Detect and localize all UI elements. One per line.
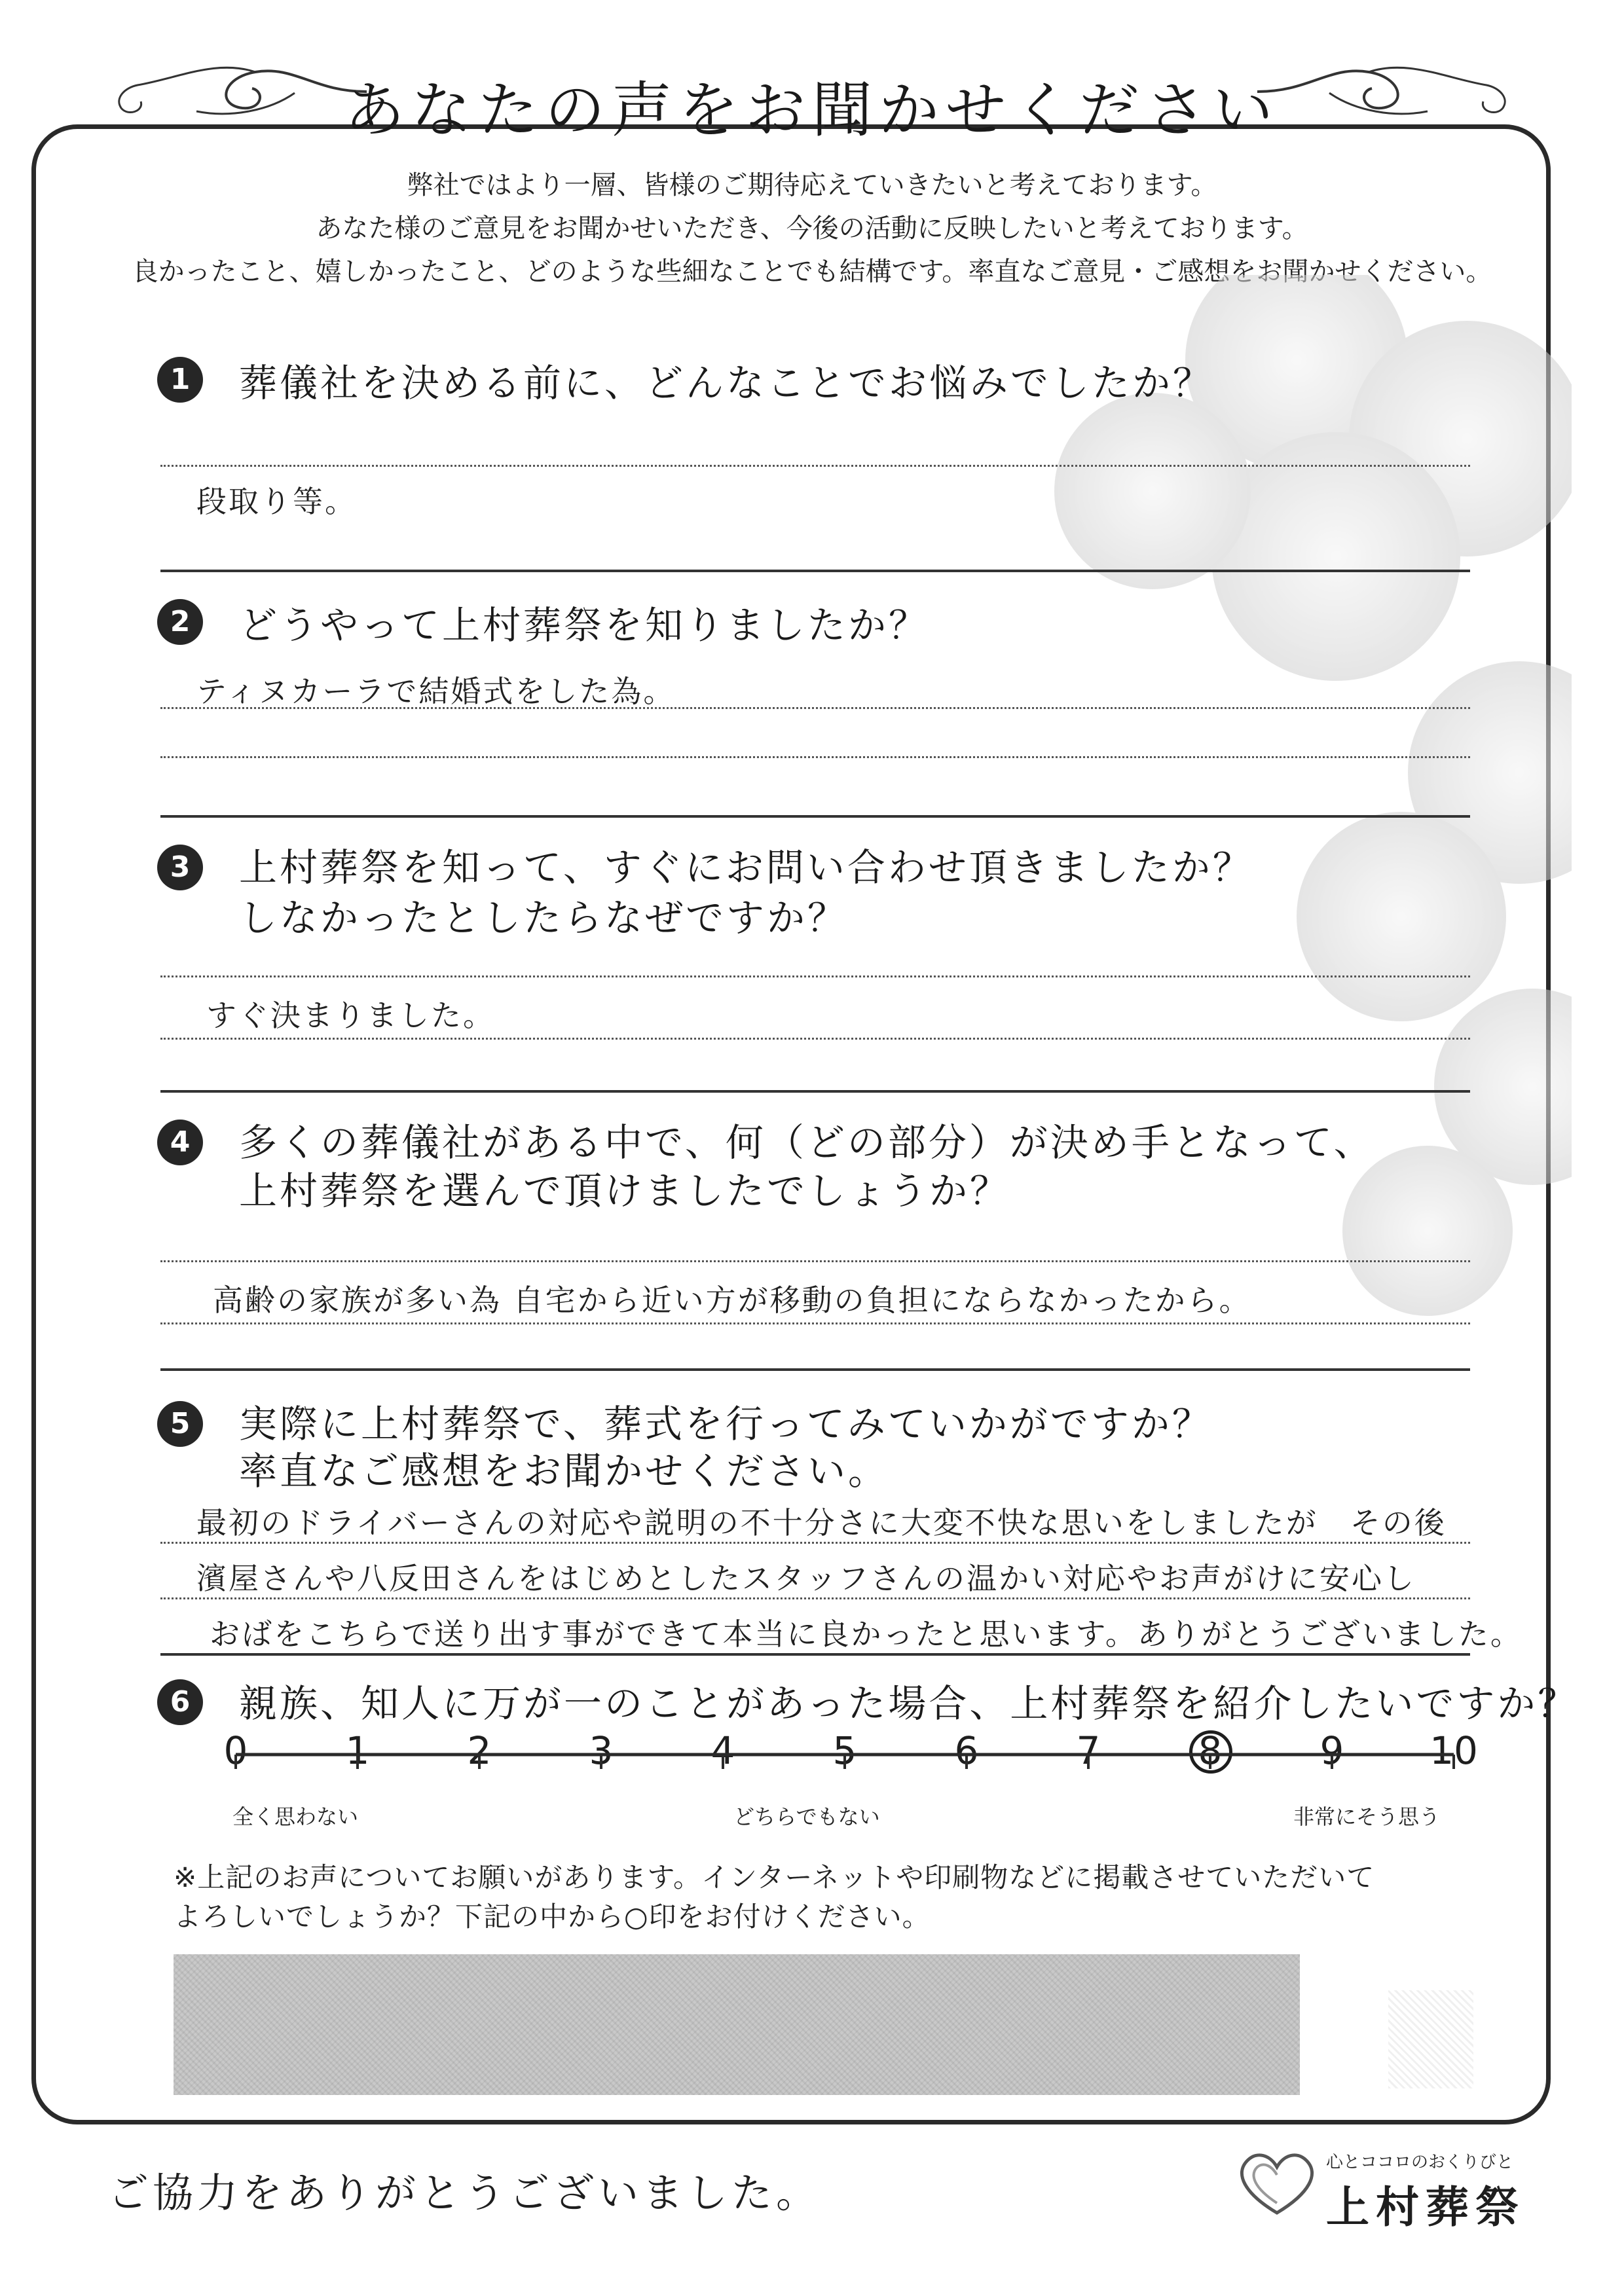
- answer-line: [160, 1597, 1470, 1599]
- answer-line: [160, 707, 1470, 709]
- question-number-3: 3: [157, 845, 203, 890]
- scale-label-right: 非常にそう思う: [1293, 1804, 1441, 1829]
- question-1-text: 葬儀社を決める前に、どんなことでお悩みでしたか？: [239, 361, 1214, 405]
- answer-line: [160, 975, 1470, 977]
- answer-5-text-line-3: おばをこちらで送り出す事ができて本当に良かったと思います。ありがとうございました。: [210, 1616, 1522, 1652]
- scale-tick-5[interactable]: 5: [832, 1728, 857, 1773]
- question-3-text-line-2: しなかったとしたらなぜですか？: [239, 896, 849, 940]
- scale-tick-1[interactable]: 1: [345, 1728, 370, 1773]
- question-5-text-line-2: 率直なご感想をお聞かせください。: [239, 1449, 889, 1493]
- question-number-4: 4: [157, 1120, 203, 1165]
- scale-tick-9[interactable]: 9: [1320, 1728, 1344, 1773]
- answer-line: [160, 1542, 1470, 1544]
- section-divider: [160, 570, 1470, 572]
- brand-tagline: 心とココロのおくりびと: [1326, 2153, 1514, 2172]
- section-divider: [160, 1090, 1470, 1093]
- question-4-text-line-1: 多くの葬儀社がある中で、何（どの部分）が決め手となって、: [239, 1120, 1375, 1165]
- question-4-text-line-2: 上村葬祭を選んで頂けましたでしょうか？: [239, 1169, 1011, 1213]
- scale-tick-7[interactable]: 7: [1076, 1728, 1101, 1773]
- redacted-area-small: [1388, 1990, 1473, 2088]
- answer-3-text: すぐ決まりました。: [206, 998, 495, 1033]
- answer-4-text: 高齢の家族が多い為 自宅から近い方が移動の負担にならなかったから。: [213, 1283, 1251, 1318]
- question-3-text-line-1: 上村葬祭を知って、すぐにお問い合わせ頂きましたか？: [239, 845, 1253, 890]
- question-number-2: 2: [157, 599, 203, 645]
- footer-thanks: ご協力をありがとうございました。: [108, 2169, 821, 2217]
- intro-line-1: 弊社ではより一層、皆様のご期待応えていきたいと考えております。: [407, 170, 1217, 200]
- section-divider: [160, 1368, 1470, 1371]
- scale-tick-8[interactable]: 8: [1198, 1728, 1223, 1773]
- publication-note-line-2: よろしいでしょうか？下記の中から○印をお付けください。: [174, 1901, 931, 1933]
- question-6-text: 親族、知人に万が一のことがあった場合、上村葬祭を紹介したいですか？: [239, 1681, 1579, 1726]
- answer-line: [160, 465, 1470, 467]
- answer-line: [160, 1038, 1470, 1040]
- scale-tick-2[interactable]: 2: [467, 1728, 492, 1773]
- scale-tick-0[interactable]: 0: [223, 1728, 248, 1773]
- answer-line: [160, 1260, 1470, 1262]
- question-2-text: どうやって上村葬祭を知りましたか？: [239, 603, 930, 647]
- intro-line-3: 良かったこと、嬉しかったこと、どのような些細なことでも結構です。率直なご意見・ご感想をお聞かせください。: [132, 257, 1492, 287]
- section-divider: [160, 815, 1470, 818]
- answer-5-text-line-1: 最初のドライバーさんの対応や説明の不十分さに大変不快な思いをしましたが その後: [196, 1505, 1447, 1540]
- page-title: あなたの声をお聞かせください: [344, 75, 1280, 145]
- answer-1-text: 段取り等。: [196, 484, 357, 519]
- publication-note-line-1: ※上記のお声についてお願いがあります。インターネットや印刷物などに掲載させていただいて: [174, 1861, 1375, 1893]
- background-flower-icon: [838, 275, 1572, 1388]
- scale-tick-6[interactable]: 6: [954, 1728, 979, 1773]
- answer-5-text-line-2: 濱屋さんや八反田さんをはじめとしたスタッフさんの温かい対応やお声がけに安心し: [196, 1561, 1416, 1596]
- question-number-5: 5: [157, 1401, 203, 1447]
- question-5-text-line-1: 実際に上村葬祭で、葬式を行ってみていかがですか？: [239, 1402, 1213, 1446]
- section-divider: [160, 1653, 1470, 1656]
- heart-logo-icon: [1231, 2147, 1323, 2219]
- rating-scale-line: [196, 1728, 1480, 1781]
- brand-name: 上村葬祭: [1326, 2182, 1525, 2232]
- intro-line-2: あなた様のご意見をお聞かせいただき、今後の活動に反映したいと考えております。: [316, 213, 1308, 244]
- scale-tick-4[interactable]: 4: [710, 1728, 735, 1773]
- answer-2-text: ティヌカーラで結婚式をした為。: [196, 674, 676, 709]
- answer-line: [160, 1322, 1470, 1324]
- question-number-1: 1: [157, 357, 203, 403]
- scale-label-middle: どちらでもない: [733, 1804, 880, 1829]
- scale-tick-10[interactable]: 10: [1430, 1728, 1478, 1773]
- redacted-area: [174, 1954, 1300, 2095]
- answer-line: [160, 756, 1470, 758]
- scale-tick-3[interactable]: 3: [589, 1728, 614, 1773]
- question-number-6: 6: [157, 1679, 203, 1725]
- scale-label-left: 全く思わない: [232, 1804, 359, 1829]
